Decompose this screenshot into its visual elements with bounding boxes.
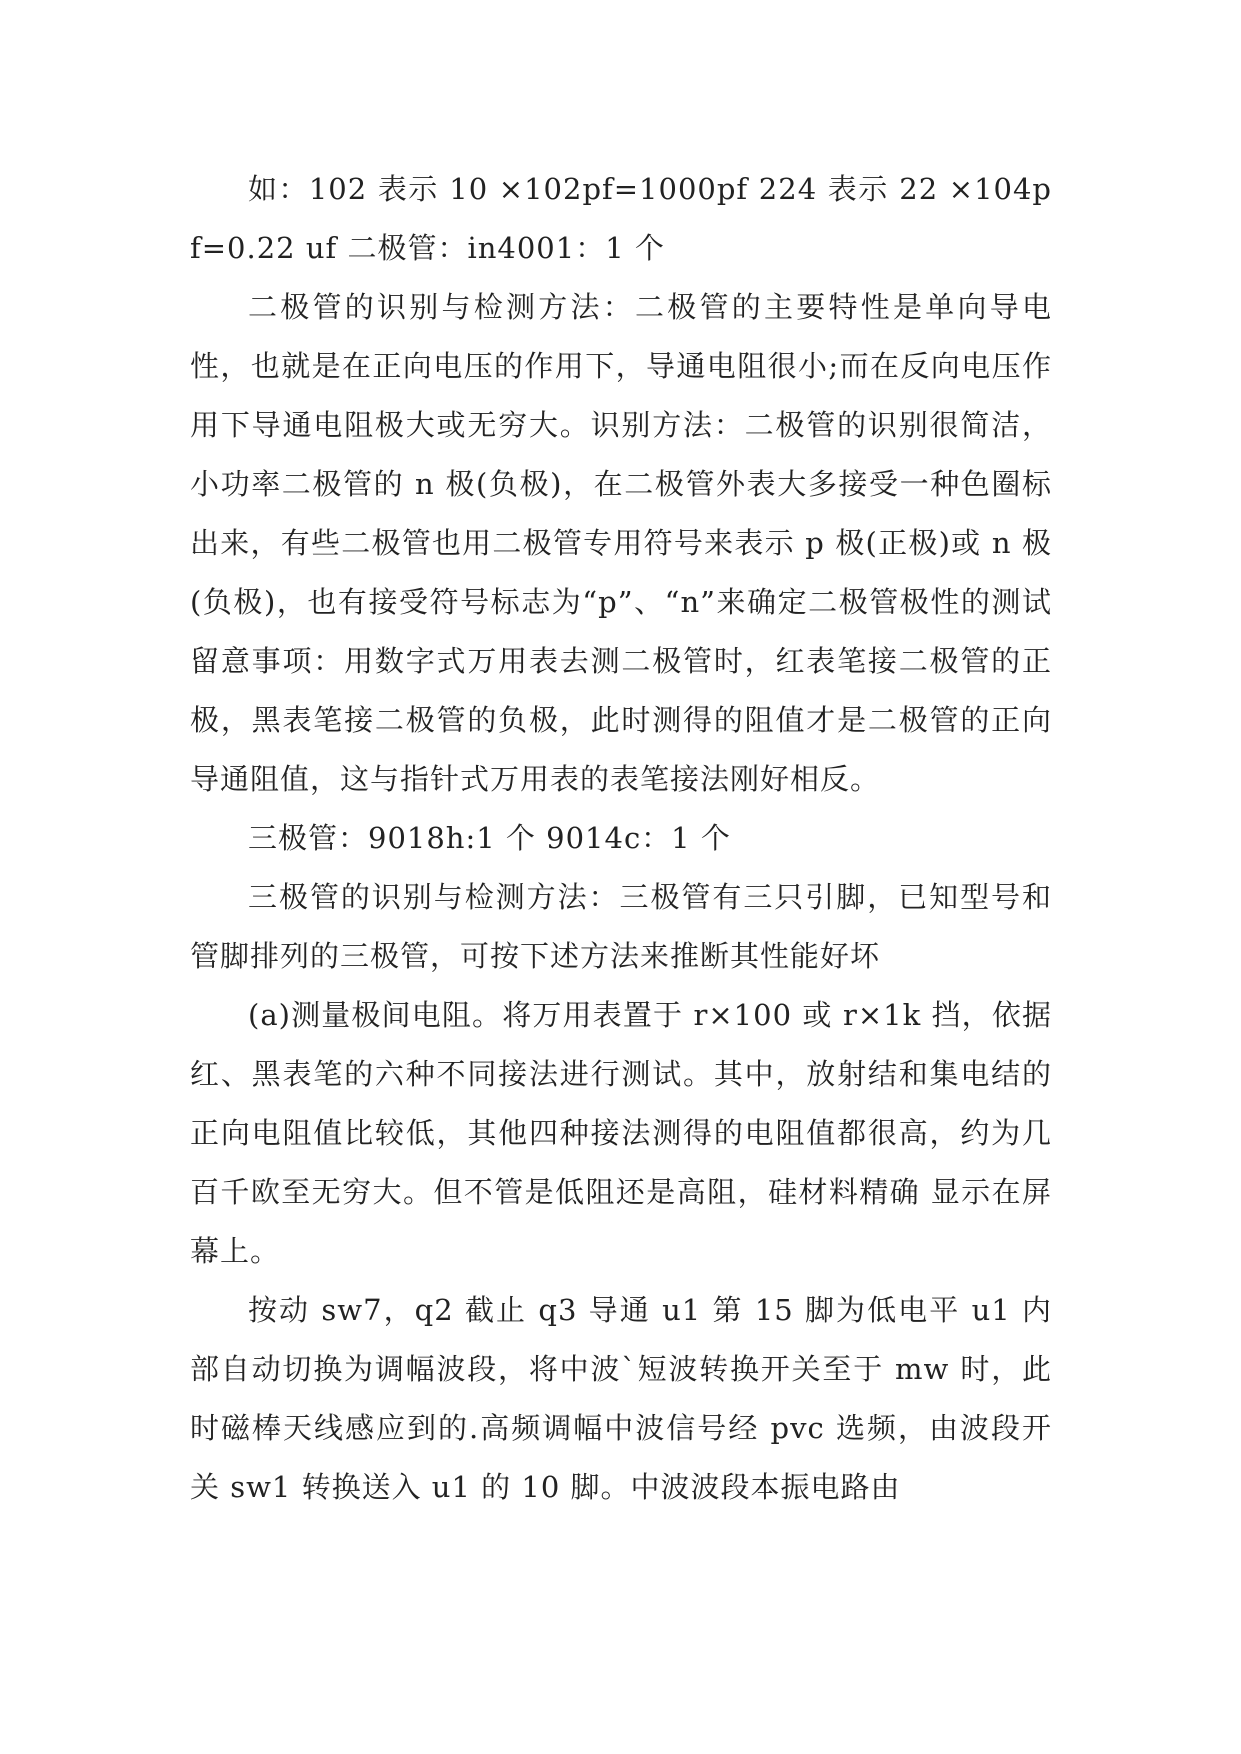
paragraph-transistor-parts: 三极管：9018h:1 个 9014c：1 个 <box>248 821 731 855</box>
paragraph-capacitor-diode-parts: 如：102 表示 10 ×102pf=1000pf 224 表示 22 ×104pf=0.22 uf 二极管：in4001：1 个 <box>190 172 1052 265</box>
paragraph-diode-identification: 二极管的识别与检测方法：二极管的主要特性是单向导电性，也就是在正向电压的作用下，导通电阻很小;而在反向电压作用下导通电阻极大或无穷大。识别方法：二极管的识别很简洁，小功率二极管的 n 极(负极)，在二极管外表大多接受一种色圈标出来，有些二极管也用二极管专用符号来表示 p 极(正极)或 n 极(负极)，也有接受符号标志为“p”、“n”来确定二极管极性的测试留意事项：用数字式万用表去测二极管时，红表笔接二极管的正极，黑表笔接二极管的负极，此时测得的阻值才是二极管的正向导通阻值，这与指针式万用表的表笔接法刚好相反。 <box>190 290 1052 796</box>
paragraph-resistance-measurement: (a)测量极间电阻。将万用表置于 r×100 或 r×1k 挡，依据红、黑表笔的六种不同接法进行测试。其中，放射结和集电结的正向电阻值比较低，其他四种接法测得的电阻值都很高，约为几百千欧至无穷大。但不管是低阻还是高阻，硅材料精确 显示在屏幕上。 <box>190 998 1052 1268</box>
document-body <box>190 160 1052 1517</box>
paragraph-am-band-switching: 按动 sw7，q2 截止 q3 导通 u1 第 15 脚为低电平 u1 内部自动切换为调幅波段，将中波`短波转换开关至于 mw 时，此时磁棒天线感应到的.高频调幅中波信号经 pvc 选频，由波段开关 sw1 转换送入 u1 的 10 脚。中波波段本振电路由 <box>190 1293 1052 1504</box>
paragraph-transistor-identification: 三极管的识别与检测方法：三极管有三只引脚，已知型号和管脚排列的三极管，可按下述方法来推断其性能好坏 <box>190 880 1052 973</box>
